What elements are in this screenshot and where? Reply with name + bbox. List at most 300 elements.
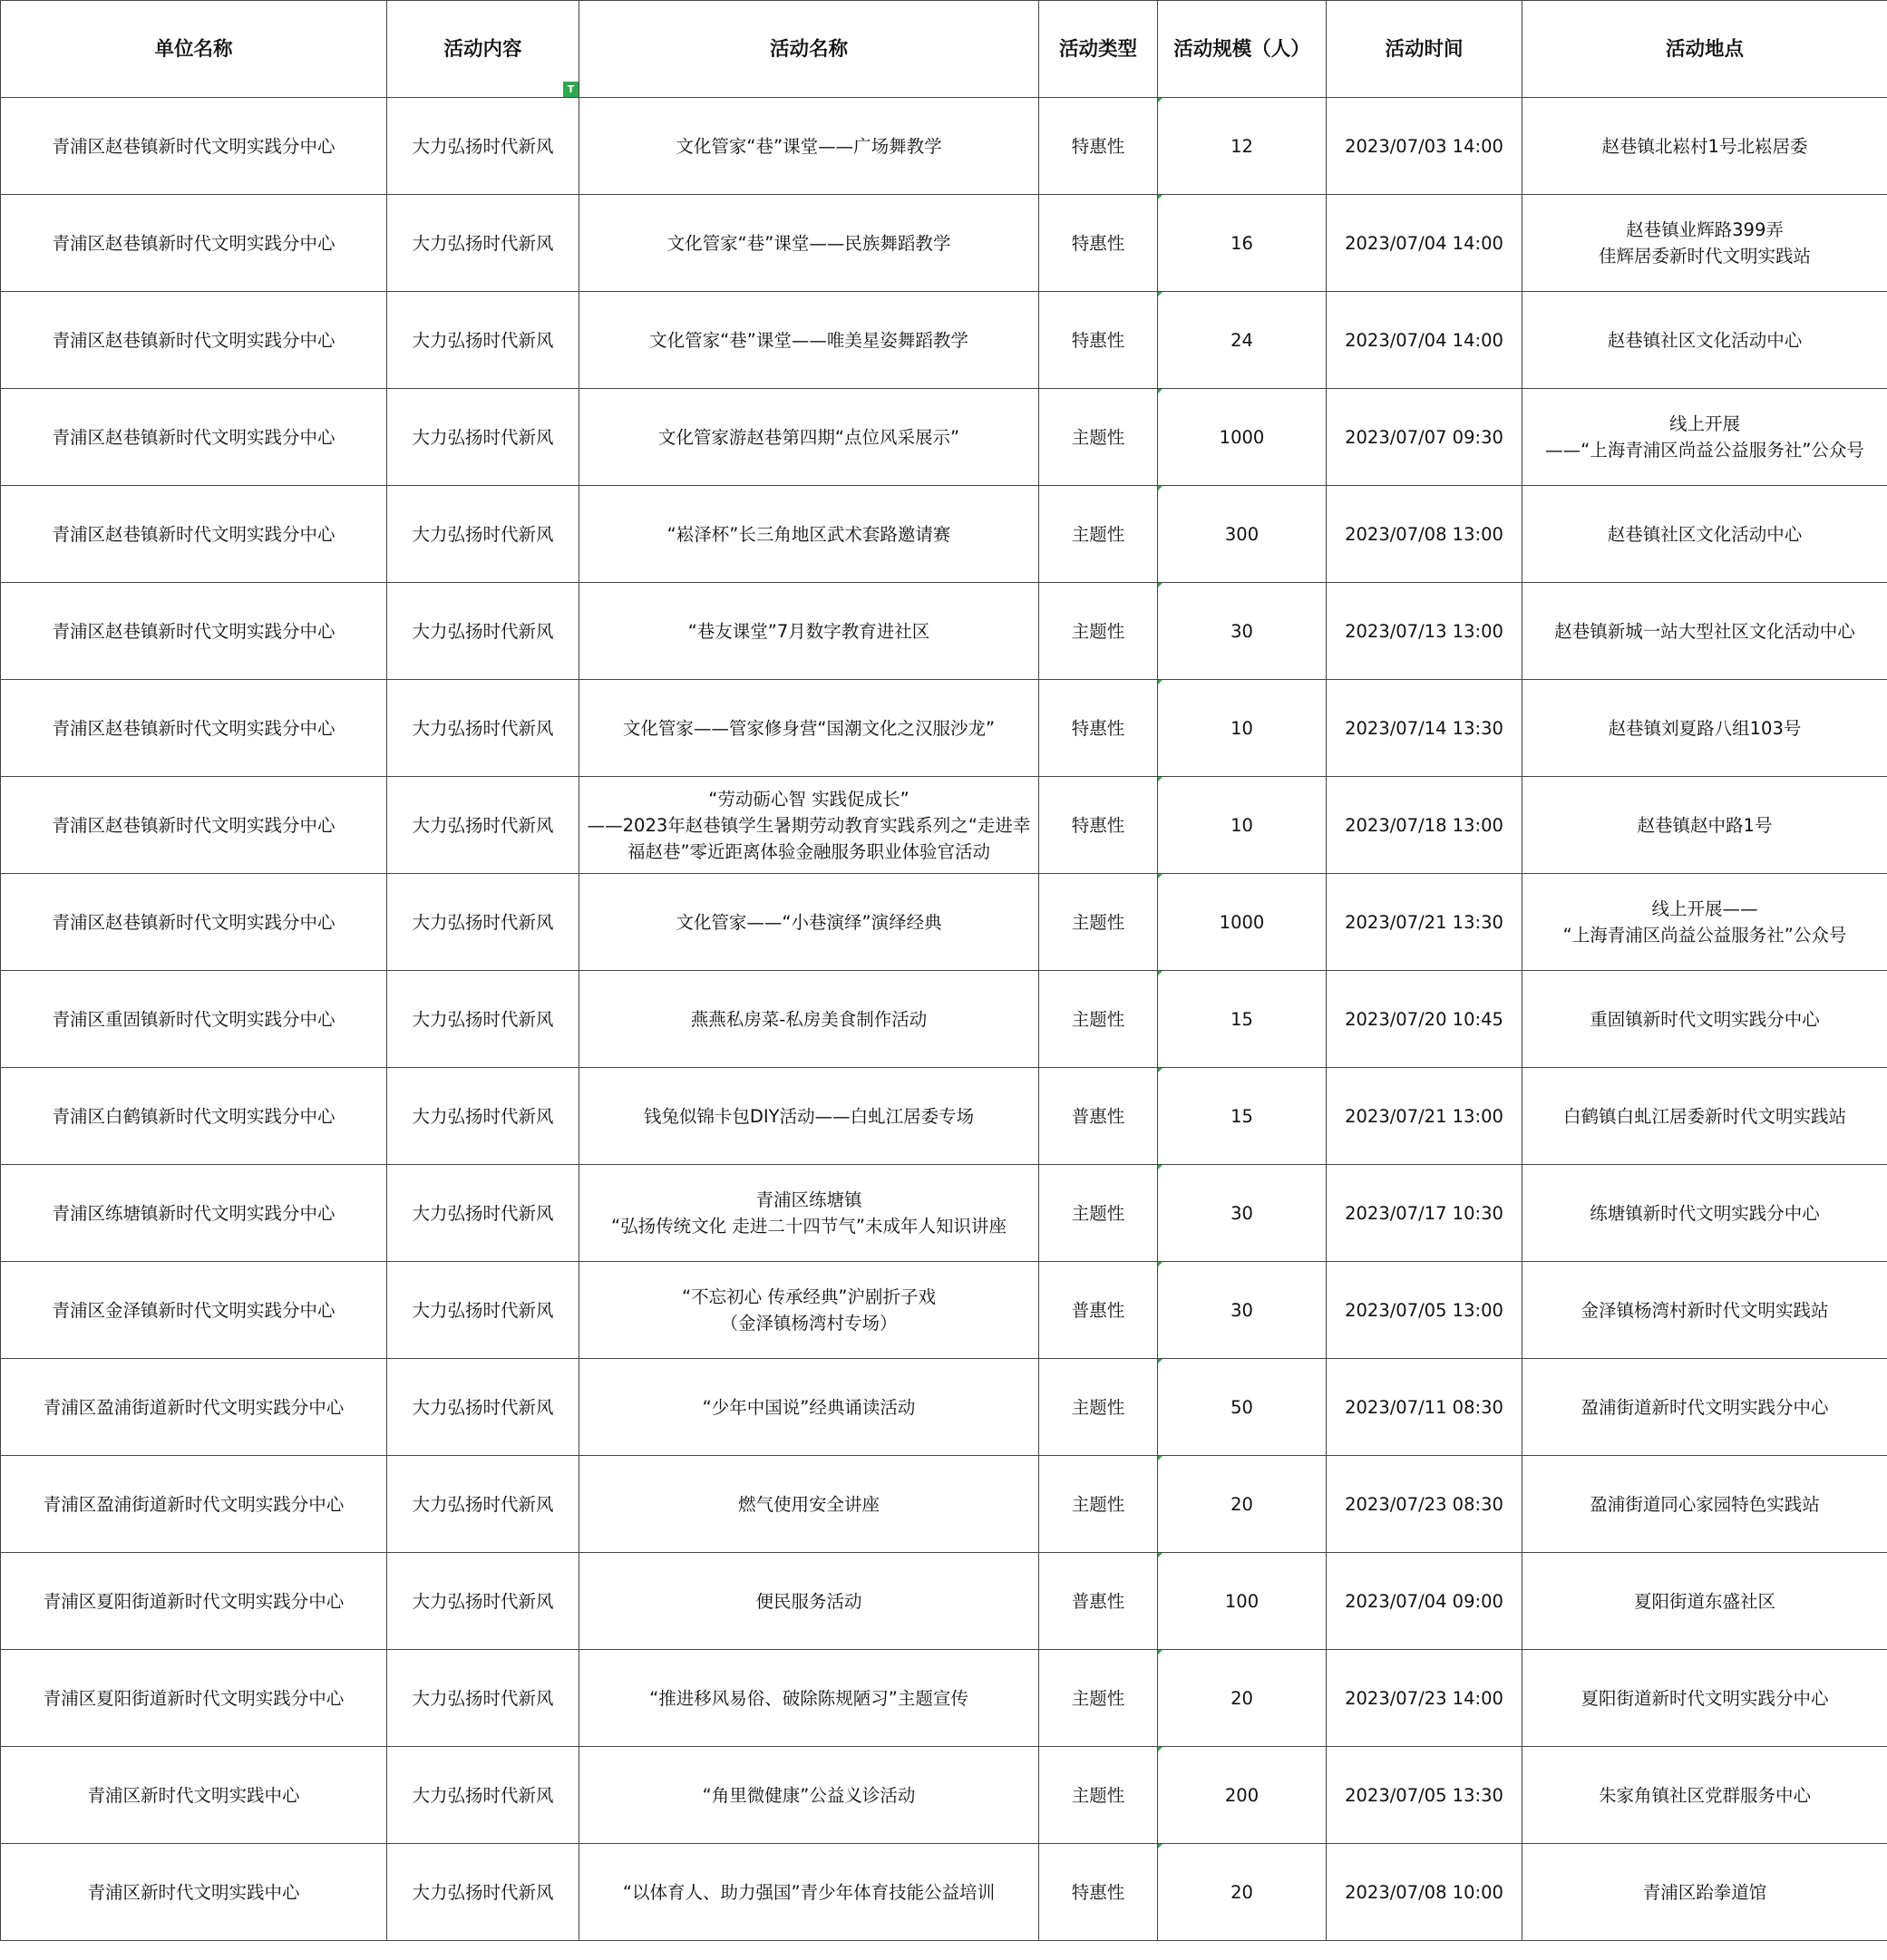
cell-scale[interactable] bbox=[1158, 1262, 1327, 1359]
cell-scale-text: 16 bbox=[1230, 232, 1253, 254]
cell-type[interactable] bbox=[1039, 98, 1158, 195]
cell-time[interactable] bbox=[1327, 971, 1522, 1068]
cell-scale[interactable] bbox=[1158, 1650, 1327, 1747]
cell-content[interactable] bbox=[387, 1553, 579, 1650]
cell-content[interactable] bbox=[387, 486, 579, 583]
cell-content-text: 大力弘扬时代新风 bbox=[412, 1202, 554, 1224]
cell-content[interactable] bbox=[387, 1068, 579, 1165]
cell-scale[interactable] bbox=[1158, 874, 1327, 971]
cell-name[interactable] bbox=[579, 195, 1039, 292]
cell-time[interactable] bbox=[1327, 1456, 1522, 1553]
cell-time-text: 2023/07/04 14:00 bbox=[1345, 329, 1503, 351]
cell-comment-flag-icon bbox=[1158, 292, 1162, 296]
cell-time-text: 2023/07/23 08:30 bbox=[1345, 1493, 1503, 1515]
col-header-content[interactable] bbox=[387, 1, 579, 98]
table-row bbox=[1, 1844, 1887, 1941]
cell-place[interactable] bbox=[1522, 1747, 1887, 1844]
cell-time[interactable] bbox=[1327, 292, 1522, 389]
table-row bbox=[1, 583, 1887, 680]
cell-place[interactable] bbox=[1522, 486, 1887, 583]
cell-comment-flag-icon bbox=[1158, 1747, 1162, 1751]
cell-name-text: “巷友课堂”7月数字教育进社区 bbox=[687, 620, 930, 642]
cell-content-text: 大力弘扬时代新风 bbox=[412, 620, 554, 642]
cell-place-text: 夏阳街道新时代文明实践分中心 bbox=[1581, 1687, 1829, 1709]
cell-scale[interactable] bbox=[1158, 486, 1327, 583]
cell-scale[interactable] bbox=[1158, 98, 1327, 195]
cell-comment-flag-icon bbox=[1158, 1359, 1162, 1363]
cell-content[interactable] bbox=[387, 98, 579, 195]
cell-place-text: 赵巷镇新城一站大型社区文化活动中心 bbox=[1554, 620, 1855, 642]
cell-unit-text: 青浦区夏阳街道新时代文明实践分中心 bbox=[43, 1687, 345, 1709]
cell-time-text: 2023/07/04 14:00 bbox=[1345, 232, 1503, 254]
cell-content[interactable] bbox=[387, 1650, 579, 1747]
table-row bbox=[1, 874, 1887, 971]
cell-place[interactable] bbox=[1522, 680, 1887, 777]
col-header-content-label: 活动内容 bbox=[443, 37, 522, 61]
cell-scale-text: 12 bbox=[1230, 135, 1253, 157]
cell-unit-text: 青浦区赵巷镇新时代文明实践分中心 bbox=[52, 523, 336, 545]
cell-time[interactable] bbox=[1327, 486, 1522, 583]
cell-comment-flag-icon bbox=[1158, 486, 1162, 490]
cell-type[interactable] bbox=[1039, 680, 1158, 777]
cell-scale[interactable] bbox=[1158, 1553, 1327, 1650]
cell-time[interactable] bbox=[1327, 1650, 1522, 1747]
cell-place-text: 赵巷镇刘夏路八组103号 bbox=[1608, 717, 1802, 739]
cell-unit[interactable] bbox=[1, 874, 387, 971]
cell-place-text: 线上开展 ——“上海青浦区尚益公益服务社”公众号 bbox=[1545, 413, 1864, 461]
cell-time-text: 2023/07/18 13:00 bbox=[1345, 814, 1503, 836]
cell-time[interactable] bbox=[1327, 874, 1522, 971]
cell-scale-text: 200 bbox=[1224, 1784, 1260, 1806]
cell-name-text: “以体育人、助力强国”青少年体育技能公益培训 bbox=[622, 1881, 996, 1903]
table-row bbox=[1, 1747, 1887, 1844]
cell-name-text: “少年中国说”经典诵读活动 bbox=[702, 1396, 916, 1418]
cell-comment-flag-icon bbox=[1158, 1165, 1162, 1169]
cell-comment-flag-icon bbox=[1158, 583, 1162, 587]
cell-name-text: 文化管家——“小巷演绎”演绎经典 bbox=[676, 911, 942, 933]
cell-place[interactable] bbox=[1522, 1844, 1887, 1941]
cell-comment-flag-icon bbox=[1158, 1553, 1162, 1557]
col-header-unit[interactable]: 单位名称 bbox=[1, 1, 387, 98]
cell-type[interactable] bbox=[1039, 583, 1158, 680]
header-row bbox=[1, 1, 1887, 98]
cell-content-text: 大力弘扬时代新风 bbox=[412, 135, 554, 157]
cell-type-text: 主题性 bbox=[1071, 911, 1125, 933]
cell-name[interactable] bbox=[579, 777, 1039, 874]
cell-time-text: 2023/07/14 13:30 bbox=[1345, 717, 1503, 739]
cell-content-text: 大力弘扬时代新风 bbox=[412, 232, 554, 254]
cell-place-text: 金泽镇杨湾村新时代文明实践站 bbox=[1581, 1299, 1829, 1321]
cell-scale-text: 30 bbox=[1230, 620, 1253, 642]
cell-place[interactable] bbox=[1522, 292, 1887, 389]
table-row bbox=[1, 1068, 1887, 1165]
cell-name-text: “推进移风易俗、破除陈规陋习”主题宣传 bbox=[649, 1687, 968, 1709]
cell-content-text: 大力弘扬时代新风 bbox=[412, 329, 554, 351]
cell-scale[interactable] bbox=[1158, 1068, 1327, 1165]
cell-time[interactable] bbox=[1327, 1262, 1522, 1359]
cell-place[interactable] bbox=[1522, 1165, 1887, 1262]
cell-time-text: 2023/07/08 13:00 bbox=[1345, 523, 1503, 545]
cell-place-text: 赵巷镇北崧村1号北崧居委 bbox=[1601, 135, 1808, 157]
cell-name[interactable] bbox=[579, 1359, 1039, 1456]
cell-unit[interactable] bbox=[1, 1456, 387, 1553]
cell-content[interactable] bbox=[387, 1359, 579, 1456]
cell-unit-text: 青浦区赵巷镇新时代文明实践分中心 bbox=[52, 426, 336, 448]
cell-content-text: 大力弘扬时代新风 bbox=[412, 717, 554, 739]
cell-scale-text: 30 bbox=[1230, 1299, 1253, 1321]
cell-scale[interactable] bbox=[1158, 1844, 1327, 1941]
cell-content-text: 大力弘扬时代新风 bbox=[412, 1687, 554, 1709]
cell-scale[interactable] bbox=[1158, 389, 1327, 486]
cell-name[interactable] bbox=[579, 486, 1039, 583]
cell-name-text: “不忘初心 传承经典”沪剧折子戏 （金泽镇杨湾村专场） bbox=[682, 1286, 936, 1334]
cell-comment-flag-icon bbox=[1158, 971, 1162, 975]
cell-content-text: 大力弘扬时代新风 bbox=[412, 1299, 554, 1321]
cell-comment-flag-icon bbox=[1158, 389, 1162, 393]
cell-content-text: 大力弘扬时代新风 bbox=[412, 1493, 554, 1515]
cell-scale[interactable] bbox=[1158, 1165, 1327, 1262]
cell-content[interactable] bbox=[387, 1844, 579, 1941]
cell-scale[interactable] bbox=[1158, 1747, 1327, 1844]
cell-name-text: “角里微健康”公益义诊活动 bbox=[702, 1784, 916, 1806]
cell-unit-text: 青浦区练塘镇新时代文明实践分中心 bbox=[52, 1202, 336, 1224]
cell-name-text: 便民服务活动 bbox=[755, 1590, 862, 1612]
cell-name[interactable] bbox=[579, 1553, 1039, 1650]
cell-place[interactable] bbox=[1522, 777, 1887, 874]
cell-time-text: 2023/07/17 10:30 bbox=[1345, 1202, 1503, 1224]
cell-place-text: 青浦区跆拳道馆 bbox=[1642, 1881, 1767, 1903]
cell-unit[interactable] bbox=[1, 1844, 387, 1941]
cell-scale-text: 10 bbox=[1230, 814, 1253, 836]
cell-type[interactable] bbox=[1039, 1456, 1158, 1553]
cell-time-text: 2023/07/21 13:00 bbox=[1345, 1105, 1503, 1127]
cell-unit[interactable] bbox=[1, 1262, 387, 1359]
cell-content[interactable] bbox=[387, 583, 579, 680]
cell-scale[interactable] bbox=[1158, 195, 1327, 292]
cell-time-text: 2023/07/05 13:00 bbox=[1345, 1299, 1503, 1321]
cell-name[interactable] bbox=[579, 971, 1039, 1068]
cell-type[interactable] bbox=[1039, 1262, 1158, 1359]
cell-unit-text: 青浦区金泽镇新时代文明实践分中心 bbox=[52, 1299, 336, 1321]
table-row bbox=[1, 486, 1887, 583]
cell-comment-flag-icon bbox=[1158, 1844, 1162, 1848]
cell-type[interactable] bbox=[1039, 1165, 1158, 1262]
cell-type[interactable] bbox=[1039, 486, 1158, 583]
cell-name-text: “劳动砺心智 实践促成长” ——2023年赵巷镇学生暑期劳动教育实践系列之“走进幸福赵巷”零近距离体验金融服务职业体验官活动 bbox=[587, 788, 1031, 862]
cell-type[interactable] bbox=[1039, 1359, 1158, 1456]
cell-content-text: 大力弘扬时代新风 bbox=[412, 1396, 554, 1418]
cell-comment-flag-icon bbox=[1158, 1262, 1162, 1266]
cell-scale-text: 30 bbox=[1230, 1202, 1253, 1224]
cell-type-text: 主题性 bbox=[1071, 1396, 1125, 1418]
cell-comment-flag-icon bbox=[1158, 1650, 1162, 1654]
cell-place-text: 赵巷镇社区文化活动中心 bbox=[1607, 523, 1803, 545]
cell-place-text: 练塘镇新时代文明实践分中心 bbox=[1590, 1202, 1820, 1224]
cell-place-text: 夏阳街道东盛社区 bbox=[1633, 1590, 1775, 1612]
cell-content-text: 大力弘扬时代新风 bbox=[412, 814, 554, 836]
cell-scale-text: 1000 bbox=[1219, 426, 1265, 448]
cell-type[interactable] bbox=[1039, 1068, 1158, 1165]
table-row bbox=[1, 1553, 1887, 1650]
table-row bbox=[1, 292, 1887, 389]
cell-scale-text: 15 bbox=[1230, 1105, 1253, 1127]
cell-type[interactable] bbox=[1039, 1553, 1158, 1650]
cell-content[interactable] bbox=[387, 874, 579, 971]
cell-time[interactable] bbox=[1327, 583, 1522, 680]
cell-time[interactable] bbox=[1327, 1165, 1522, 1262]
cell-content-text: 大力弘扬时代新风 bbox=[412, 1008, 554, 1030]
cell-content[interactable] bbox=[387, 292, 579, 389]
cell-type[interactable] bbox=[1039, 777, 1158, 874]
cell-content-text: 大力弘扬时代新风 bbox=[412, 911, 554, 933]
cell-type[interactable] bbox=[1039, 874, 1158, 971]
table-row bbox=[1, 680, 1887, 777]
cell-type-text: 普惠性 bbox=[1071, 1105, 1125, 1127]
cell-name[interactable] bbox=[579, 583, 1039, 680]
cell-place[interactable] bbox=[1522, 195, 1887, 292]
cell-scale-text: 50 bbox=[1230, 1396, 1253, 1418]
cell-type[interactable] bbox=[1039, 1650, 1158, 1747]
cell-name-text: 文化管家“巷”课堂——广场舞教学 bbox=[676, 135, 942, 157]
cell-place[interactable] bbox=[1522, 1262, 1887, 1359]
cell-place[interactable] bbox=[1522, 389, 1887, 486]
cell-place-text: 朱家角镇社区党群服务中心 bbox=[1598, 1784, 1811, 1806]
cell-type-text: 普惠性 bbox=[1071, 1299, 1125, 1321]
cell-time-text: 2023/07/05 13:30 bbox=[1345, 1784, 1503, 1806]
cell-type-text: 特惠性 bbox=[1071, 1881, 1125, 1903]
cell-unit[interactable] bbox=[1, 1165, 387, 1262]
cell-unit[interactable] bbox=[1, 777, 387, 874]
cell-time[interactable] bbox=[1327, 777, 1522, 874]
cell-comment-flag-icon bbox=[1158, 874, 1162, 878]
cell-place-text: 赵巷镇业辉路399弄 佳辉居委新时代文明实践站 bbox=[1598, 219, 1811, 267]
cell-marker-icon: T bbox=[563, 82, 579, 97]
cell-place[interactable] bbox=[1522, 1650, 1887, 1747]
cell-place[interactable] bbox=[1522, 98, 1887, 195]
cell-unit-text: 青浦区盈浦街道新时代文明实践分中心 bbox=[43, 1493, 345, 1515]
cell-scale-text: 1000 bbox=[1219, 911, 1265, 933]
cell-time[interactable] bbox=[1327, 98, 1522, 195]
cell-place-text: 重固镇新时代文明实践分中心 bbox=[1590, 1008, 1820, 1030]
cell-place[interactable] bbox=[1522, 583, 1887, 680]
cell-name[interactable] bbox=[579, 1650, 1039, 1747]
cell-type-text: 主题性 bbox=[1071, 1493, 1125, 1515]
cell-type-text: 主题性 bbox=[1071, 1202, 1125, 1224]
col-header-scale[interactable]: 活动规模（人） bbox=[1158, 1, 1327, 98]
cell-type-text: 主题性 bbox=[1071, 1784, 1125, 1806]
cell-time[interactable] bbox=[1327, 1844, 1522, 1941]
cell-place-text: 赵巷镇赵中路1号 bbox=[1637, 814, 1773, 836]
cell-unit-text: 青浦区重固镇新时代文明实践分中心 bbox=[52, 1008, 336, 1030]
cell-unit-text: 青浦区赵巷镇新时代文明实践分中心 bbox=[52, 329, 336, 351]
cell-content-text: 大力弘扬时代新风 bbox=[412, 1881, 554, 1903]
cell-unit-text: 青浦区赵巷镇新时代文明实践分中心 bbox=[52, 620, 336, 642]
cell-type[interactable] bbox=[1039, 1747, 1158, 1844]
cell-unit[interactable] bbox=[1, 971, 387, 1068]
cell-scale-text: 100 bbox=[1224, 1590, 1260, 1612]
cell-unit-text: 青浦区赵巷镇新时代文明实践分中心 bbox=[52, 232, 336, 254]
cell-place[interactable] bbox=[1522, 1553, 1887, 1650]
cell-time[interactable] bbox=[1327, 1359, 1522, 1456]
cell-scale-text: 10 bbox=[1230, 717, 1253, 739]
cell-content[interactable] bbox=[387, 1456, 579, 1553]
cell-scale-text: 15 bbox=[1230, 1008, 1253, 1030]
cell-unit-text: 青浦区赵巷镇新时代文明实践分中心 bbox=[52, 911, 336, 933]
cell-content[interactable] bbox=[387, 195, 579, 292]
cell-name[interactable] bbox=[579, 1456, 1039, 1553]
col-header-time[interactable]: 活动时间 bbox=[1327, 1, 1522, 98]
cell-name-text: 文化管家“巷”课堂——民族舞蹈教学 bbox=[666, 232, 951, 254]
cell-type[interactable] bbox=[1039, 971, 1158, 1068]
cell-place[interactable] bbox=[1522, 1456, 1887, 1553]
cell-type-text: 特惠性 bbox=[1071, 329, 1125, 351]
cell-name[interactable] bbox=[579, 680, 1039, 777]
cell-type-text: 主题性 bbox=[1071, 426, 1125, 448]
cell-name[interactable] bbox=[579, 389, 1039, 486]
cell-name[interactable] bbox=[579, 1844, 1039, 1941]
cell-name[interactable] bbox=[579, 1165, 1039, 1262]
table-row bbox=[1, 98, 1887, 195]
cell-type-text: 主题性 bbox=[1071, 523, 1125, 545]
cell-content[interactable] bbox=[387, 971, 579, 1068]
cell-name[interactable] bbox=[579, 874, 1039, 971]
cell-unit[interactable] bbox=[1, 1747, 387, 1844]
cell-name-text: 文化管家——管家修身营“国潮文化之汉服沙龙” bbox=[622, 717, 996, 739]
cell-type[interactable] bbox=[1039, 195, 1158, 292]
cell-name-text: 燃气使用安全讲座 bbox=[737, 1493, 880, 1515]
cell-scale[interactable] bbox=[1158, 971, 1327, 1068]
cell-place-text: 盈浦街道新时代文明实践分中心 bbox=[1581, 1396, 1829, 1418]
table-row bbox=[1, 389, 1887, 486]
cell-place-text: 盈浦街道同心家园特色实践站 bbox=[1590, 1493, 1820, 1515]
cell-time-text: 2023/07/03 14:00 bbox=[1345, 135, 1503, 157]
cell-content[interactable] bbox=[387, 777, 579, 874]
cell-unit[interactable] bbox=[1, 1359, 387, 1456]
cell-type[interactable] bbox=[1039, 292, 1158, 389]
col-header-name[interactable]: 活动名称 bbox=[579, 1, 1039, 98]
col-header-type[interactable]: 活动类型 bbox=[1039, 1, 1158, 98]
cell-content[interactable] bbox=[387, 1262, 579, 1359]
col-header-place[interactable]: 活动地点 bbox=[1522, 1, 1887, 98]
cell-name-text: 文化管家“巷”课堂——唯美星姿舞蹈教学 bbox=[649, 329, 968, 351]
cell-unit[interactable] bbox=[1, 292, 387, 389]
cell-place[interactable] bbox=[1522, 1359, 1887, 1456]
cell-time-text: 2023/07/04 09:00 bbox=[1345, 1590, 1503, 1612]
cell-comment-flag-icon bbox=[1158, 1068, 1162, 1072]
cell-scale[interactable] bbox=[1158, 292, 1327, 389]
cell-content-text: 大力弘扬时代新风 bbox=[412, 1590, 554, 1612]
cell-scale[interactable] bbox=[1158, 1456, 1327, 1553]
cell-name-text: 燕燕私房菜-私房美食制作活动 bbox=[690, 1008, 928, 1030]
table-row bbox=[1, 1456, 1887, 1553]
cell-time[interactable] bbox=[1327, 1747, 1522, 1844]
cell-content-text: 大力弘扬时代新风 bbox=[412, 426, 554, 448]
table-row bbox=[1, 1650, 1887, 1747]
cell-content[interactable] bbox=[387, 1165, 579, 1262]
cell-place[interactable] bbox=[1522, 971, 1887, 1068]
cell-name-text: “崧泽杯”长三角地区武术套路邀请赛 bbox=[666, 523, 951, 545]
cell-comment-flag-icon bbox=[1158, 1456, 1162, 1460]
cell-scale-text: 20 bbox=[1230, 1881, 1253, 1903]
cell-type-text: 特惠性 bbox=[1071, 232, 1125, 254]
cell-time-text: 2023/07/21 13:30 bbox=[1345, 911, 1503, 933]
cell-type[interactable] bbox=[1039, 389, 1158, 486]
cell-comment-flag-icon bbox=[1158, 195, 1162, 199]
cell-name[interactable] bbox=[579, 1068, 1039, 1165]
cell-name[interactable] bbox=[579, 1262, 1039, 1359]
cell-time[interactable] bbox=[1327, 389, 1522, 486]
cell-scale-text: 20 bbox=[1230, 1493, 1253, 1515]
cell-scale[interactable] bbox=[1158, 583, 1327, 680]
table-row bbox=[1, 1165, 1887, 1262]
cell-scale-text: 20 bbox=[1230, 1687, 1253, 1709]
cell-time[interactable] bbox=[1327, 1553, 1522, 1650]
table-row bbox=[1, 1262, 1887, 1359]
cell-comment-flag-icon bbox=[1158, 777, 1162, 781]
cell-scale[interactable] bbox=[1158, 1359, 1327, 1456]
cell-place-text: 线上开展—— “上海青浦区尚益公益服务社”公众号 bbox=[1562, 898, 1847, 946]
cell-place[interactable] bbox=[1522, 874, 1887, 971]
cell-name[interactable] bbox=[579, 292, 1039, 389]
cell-unit[interactable] bbox=[1, 583, 387, 680]
cell-unit[interactable] bbox=[1, 1553, 387, 1650]
table-row bbox=[1, 1359, 1887, 1456]
cell-comment-flag-icon bbox=[1158, 98, 1162, 102]
cell-unit-text: 青浦区赵巷镇新时代文明实践分中心 bbox=[52, 717, 336, 739]
cell-time-text: 2023/07/07 09:30 bbox=[1345, 426, 1503, 448]
cell-place[interactable] bbox=[1522, 1068, 1887, 1165]
cell-content[interactable] bbox=[387, 1747, 579, 1844]
cell-place-text: 白鹤镇白虬江居委新时代文明实践站 bbox=[1562, 1105, 1846, 1127]
cell-content[interactable] bbox=[387, 680, 579, 777]
cell-unit-text: 青浦区新时代文明实践中心 bbox=[87, 1881, 300, 1903]
cell-time-text: 2023/07/23 14:00 bbox=[1345, 1687, 1503, 1709]
cell-unit-text: 青浦区赵巷镇新时代文明实践分中心 bbox=[52, 814, 336, 836]
cell-name[interactable] bbox=[579, 1747, 1039, 1844]
cell-time[interactable] bbox=[1327, 680, 1522, 777]
cell-unit[interactable] bbox=[1, 195, 387, 292]
cell-type-text: 主题性 bbox=[1071, 620, 1125, 642]
cell-unit[interactable] bbox=[1, 680, 387, 777]
cell-scale-text: 300 bbox=[1224, 523, 1260, 545]
cell-type-text: 特惠性 bbox=[1071, 814, 1125, 836]
cell-time[interactable] bbox=[1327, 195, 1522, 292]
cell-type[interactable] bbox=[1039, 1844, 1158, 1941]
table-row bbox=[1, 971, 1887, 1068]
cell-type-text: 普惠性 bbox=[1071, 1590, 1125, 1612]
cell-time-text: 2023/07/13 13:00 bbox=[1345, 620, 1503, 642]
cell-scale[interactable] bbox=[1158, 777, 1327, 874]
cell-unit[interactable] bbox=[1, 98, 387, 195]
cell-unit[interactable] bbox=[1, 389, 387, 486]
cell-time[interactable] bbox=[1327, 1068, 1522, 1165]
cell-name[interactable] bbox=[579, 98, 1039, 195]
cell-type-text: 主题性 bbox=[1071, 1687, 1125, 1709]
cell-content[interactable] bbox=[387, 389, 579, 486]
cell-unit-text: 青浦区赵巷镇新时代文明实践分中心 bbox=[52, 135, 336, 157]
cell-unit[interactable] bbox=[1, 486, 387, 583]
cell-time-text: 2023/07/20 10:45 bbox=[1345, 1008, 1503, 1030]
table-row bbox=[1, 195, 1887, 292]
cell-time-text: 2023/07/11 08:30 bbox=[1345, 1396, 1503, 1418]
cell-unit[interactable] bbox=[1, 1650, 387, 1747]
cell-unit[interactable] bbox=[1, 1068, 387, 1165]
cell-unit-text: 青浦区盈浦街道新时代文明实践分中心 bbox=[43, 1396, 345, 1418]
cell-content-text: 大力弘扬时代新风 bbox=[412, 1105, 554, 1127]
cell-type-text: 特惠性 bbox=[1071, 135, 1125, 157]
cell-scale[interactable] bbox=[1158, 680, 1327, 777]
table-body bbox=[1, 98, 1887, 1941]
